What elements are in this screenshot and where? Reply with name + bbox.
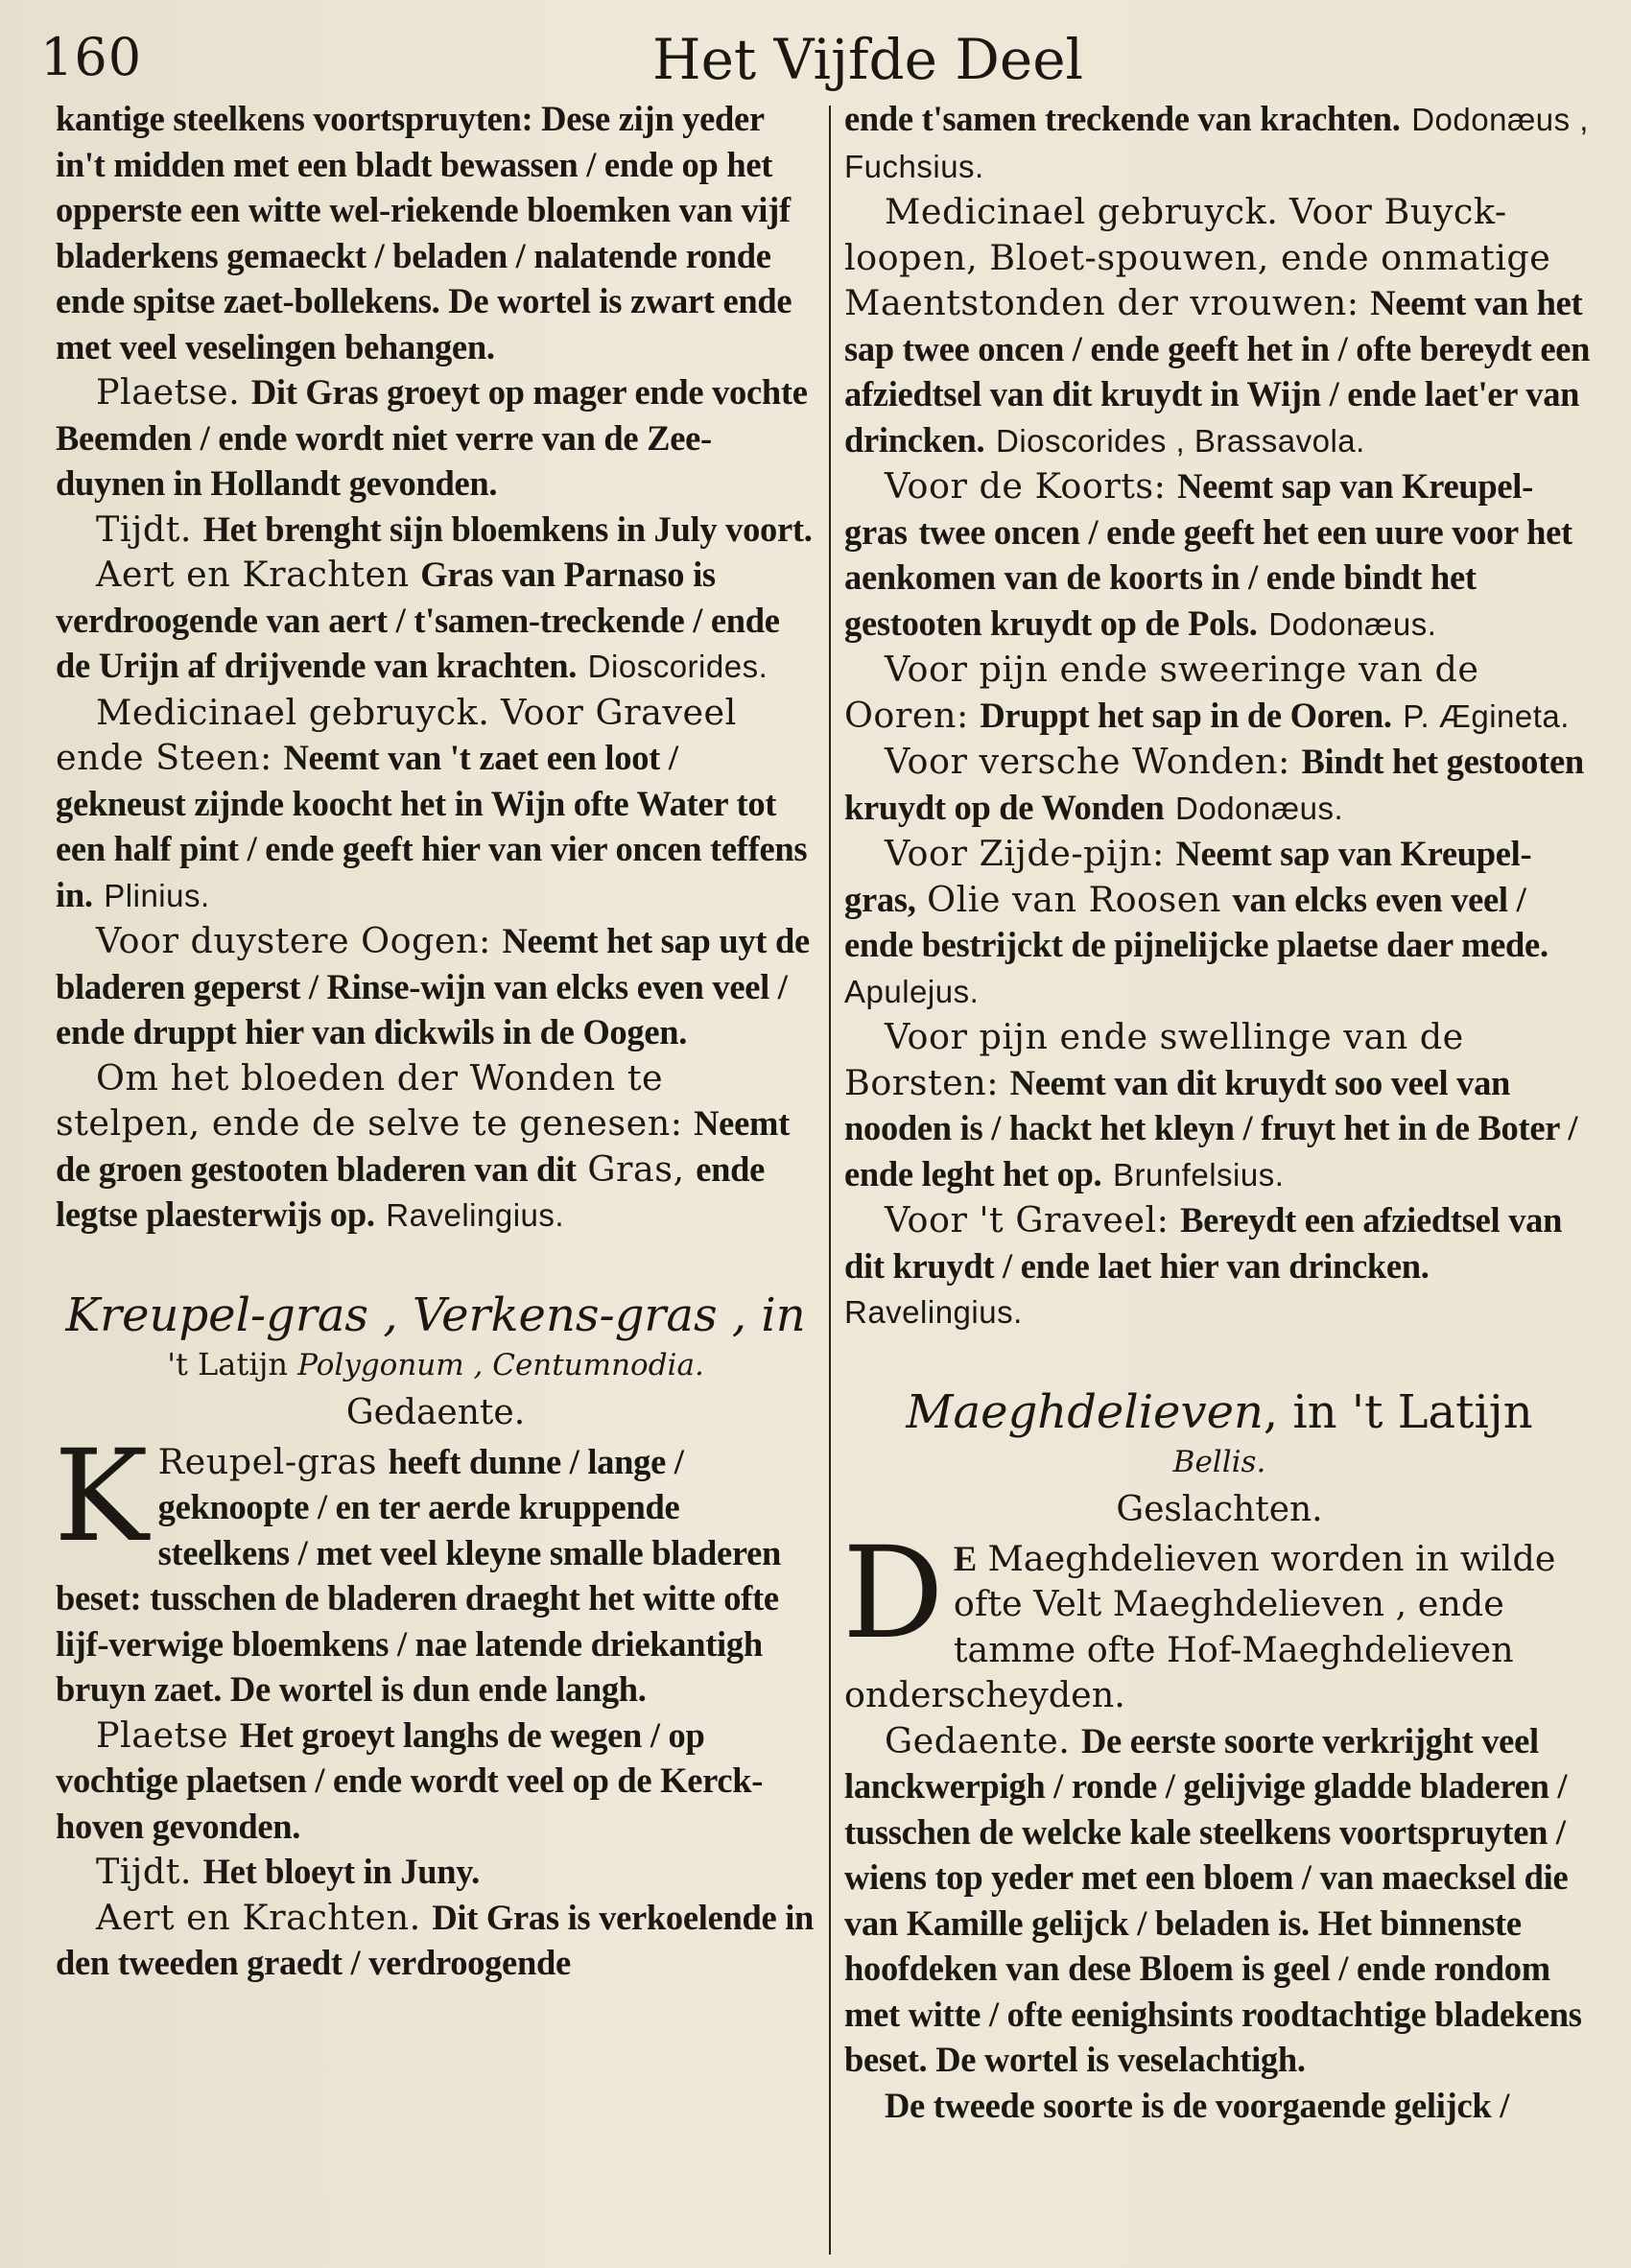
spacer — [56, 1239, 816, 1287]
label-plaetse: Plaetse. — [96, 371, 241, 413]
ref-wonden: Ravelingius. — [386, 1197, 565, 1233]
drop-cap: D — [842, 1519, 944, 1667]
text-koorts: Neemt sap van Kreupel-gras — [844, 466, 1533, 552]
paragraph-maegh-intro — [842, 1519, 1595, 1718]
heading-maegh-suffix: , in 't Latijn — [1263, 1384, 1533, 1439]
text2-zijde: van elcks even veel / ende bestrijckt de pijnelijcke plaetse daer mede. — [844, 879, 1548, 964]
subheading-prefix: 't Latijn — [167, 1345, 288, 1382]
paragraph-koorts — [844, 463, 1595, 647]
lead-versche: Voor versche Wonden: — [885, 741, 1290, 782]
label-k-aert: Aert en Krachten. — [96, 1896, 421, 1938]
text-maegh-gedaente: De eerste soorte verkrijght veel lanckwerpigh / ronde / gelijvige gladde bladeren / tusschen de welcke kale steelkens voortspruyten / wiens top yeder met een bloem / van maecksel die van Kamille gelijck / beladen is. Het binnenste hoofdeken van dese Bloem is geel / ende rondom met witte / ofte eenighsints roodtachtige bladekens beset. De wortel is veselachtigh. — [844, 1720, 1582, 2079]
text-r-medicinael: Neemt van het sap twee oncen / ende geeft het in / ofte bereydt een afziedtsel van dit kruydt in Wijn / ende laet'er van drincken. — [844, 283, 1591, 460]
lead-kreupel: Reupel-gras — [157, 1440, 377, 1482]
spacer — [844, 1335, 1595, 1383]
label-k-tijdt: Tijdt. — [96, 1851, 192, 1892]
ref-graveel: Ravelingius. — [844, 1294, 1023, 1330]
paragraph-medicinael — [56, 690, 816, 919]
page-number: 160 — [40, 27, 143, 87]
page-header — [0, 17, 1631, 104]
paragraph-maegh-gedaente — [844, 1718, 1595, 2083]
paragraph-plaetse — [56, 369, 816, 507]
lead-graveel: Voor 't Graveel: — [885, 1199, 1170, 1240]
text-borsten: Neemt van dit kruydt soo veel van nooden is / hackt het kleyn / fruyt het in de Boter / ende leght het op. — [844, 1062, 1578, 1193]
ref-medicinael: Plinius. — [104, 877, 210, 913]
lead-ooren: Voor pijn ende sweeringe van de Ooren: — [844, 649, 1479, 736]
text-k-tijdt: Het bloeyt in Juny. — [202, 1852, 480, 1891]
lead-maegh: E — [953, 1538, 977, 1578]
paragraph-ooren — [844, 647, 1595, 739]
text-aert: Gras van Parnaso is verdroogende van aert / t'samen-treckende / ende de Urijn af drijvende van krachten. — [56, 555, 780, 685]
subheading-bellis — [844, 1441, 1595, 1482]
label-medicinael: Medicinael gebruyck. — [96, 691, 490, 733]
right-column — [844, 96, 1595, 2128]
text-kreupel-desc: heeft dunne / lange / geknoopte / en ter aerde kruppende steelkens / met veel kleyne smalle bladeren beset: tusschen de bladeren draeght het witte ofte lijf-verwige bloemkens / nae latende driekantigh bruyn zaet. De wortel is dun ende langh. — [56, 1441, 782, 1709]
heading-maegh-name: Maeghdelieven — [906, 1384, 1264, 1439]
heading-kreupel-gras: Kreupel-gras , Verkens-gras , in — [65, 1288, 806, 1342]
label-maegh-gedaente: Gedaente. — [885, 1719, 1071, 1761]
ref-aert: Dioscorides. — [587, 649, 768, 684]
ref-koorts: Dodonæus. — [1268, 605, 1437, 642]
latin-bellis: Bellis. — [1172, 1444, 1266, 1479]
lead-oogen: Voor duystere Oogen: — [96, 920, 491, 961]
left-column — [56, 96, 816, 1986]
subheading-kreupel-latin — [56, 1344, 816, 1385]
paragraph-intro: kantige steelkens voortspruyten: Dese zijn yeder in't midden met een bladt bewassen / ende op het opperste een witte wel-riekende bloemken van vijf bladerkens gemaeckt / beladen / nalatende ronde ende spitse zaet-bollekens. De wortel is zwart ende met veel veselingen behangen. — [56, 99, 792, 366]
drop-cap: K — [54, 1422, 149, 1571]
label-r-medicinael: Medicinael gebruyck. — [885, 191, 1279, 232]
lead-borsten: Voor pijn ende swellinge van de Borsten: — [844, 1016, 1464, 1103]
lead-wonden: Om het bloeden der Wonden te stelpen, ende de selve te genesen: — [56, 1056, 683, 1144]
text-graveel: Bereydt een afziedtsel van dit kruydt / ende laet hier van drincken. — [844, 1200, 1563, 1286]
ref-continued: Dodonæus , Fuchsius. — [844, 102, 1589, 184]
text-tijdt: Het brenght sijn bloemkens in July voort. — [202, 508, 813, 549]
text-versche: Bindt het gestooten kruydt op de Wonden — [844, 742, 1584, 827]
mid-zijde: Olie van Roosen — [927, 878, 1221, 920]
text-plaetse: Dit Gras groeyt op mager ende vochte Beemden / ende wordt niet verre van de Zee-duynen in Hollandt gevonden. — [56, 372, 808, 503]
paragraph-versche-wonden — [844, 739, 1595, 831]
mid-wonden: Gras, — [587, 1147, 685, 1190]
paragraph-kreupel-desc — [54, 1422, 816, 1713]
paragraph-zijde-pijn — [844, 831, 1595, 1014]
ref-versche: Dodonæus. — [1175, 790, 1344, 826]
text-wonden: Neemt de groen gestooten bladeren van dit — [56, 1103, 790, 1189]
lead-koorts: Voor de Koorts: — [885, 465, 1167, 507]
paragraph-continued — [844, 96, 1595, 189]
section-gedaente: Gedaente. — [345, 1392, 526, 1432]
ref-r-medicinael: Dioscorides , Brassavola. — [995, 422, 1365, 459]
lead-zijde: Voor Zijde-pijn: — [885, 833, 1165, 874]
paragraph-wonden — [56, 1055, 816, 1239]
paragraph-borsten — [844, 1014, 1595, 1197]
paragraph-graveel — [844, 1197, 1595, 1335]
mid-koorts: twee oncen / ende geeft het een uure voor het aenkomen van de koorts in / ende bindt het gestooten kruydt op de Pols. — [844, 511, 1572, 643]
text-maegh-intro: Maeghdelieven worden in wilde ofte Velt Maeghdelieven , ende tamme ofte Hof-Maeghdelieven onderscheyden. — [844, 1537, 1556, 1715]
paragraph-k-tijdt — [56, 1849, 816, 1895]
text-k-aert: Dit Gras is verkoelende in den tweeden graedt / verdroogende — [56, 1897, 815, 1982]
text-medicinael: Neemt van 't zaet een loot / gekneust zijnde koocht het in Wijn ofte Water tot een half pint / ende geeft hier van vier oncen teffens in. — [56, 738, 808, 914]
paragraph-tweede-soorte — [844, 2083, 1595, 2129]
column-divider — [829, 106, 831, 2255]
paragraph-r-medicinael — [844, 189, 1595, 463]
paragraph-aert — [56, 552, 816, 690]
heading-maeghdelieven — [844, 1383, 1595, 1441]
text-ooren: Druppt het sap in de Ooren. — [980, 695, 1392, 735]
text2-wonden: ende legtse plaesterwijs op. — [56, 1148, 765, 1234]
ref-ooren: P. Ægineta. — [1403, 697, 1570, 734]
section-geslachten: Geslachten. — [1116, 1489, 1323, 1529]
lead-graveel-steen: Voor Graveel ende Steen: — [56, 691, 737, 778]
label-aert: Aert en Krachten — [96, 554, 410, 595]
ref-zijde: Apulejus. — [844, 973, 980, 1009]
label-k-plaetse: Plaetse — [96, 1713, 229, 1756]
lead-r-medicinael: Voor Buyck-loopen, Bloet-spouwen, ende onmatige Maentstonden der vrouwen: — [844, 191, 1551, 323]
text-zijde: Neemt sap van Kreupel-gras, — [844, 834, 1532, 919]
text-tweede: De tweede soorte is de voorgaende gelijck / — [885, 2085, 1510, 2125]
label-tijdt: Tijdt. — [96, 508, 192, 550]
latin-name: Polygonum , Centumnodia. — [297, 1347, 704, 1382]
ref-borsten: Brunfelsius. — [1112, 1156, 1285, 1193]
text-oogen: Neemt het sap uyt de bladeren geperst / Rinse-wijn van elcks even veel / ende druppt hier van dickwils in de Oogen. — [56, 921, 810, 1051]
paragraph-k-aert — [56, 1895, 816, 1986]
running-title: Het Vijfde Deel — [652, 27, 1084, 92]
paragraph-tijdt — [56, 507, 816, 553]
paragraph-k-plaetse — [56, 1713, 816, 1850]
text-continued: ende t'samen treckende van krachten. — [844, 99, 1401, 138]
text-k-plaetse: Het groeyt langhs de wegen / op vochtige plaetsen / ende wordt veel op de Kerck-hoven gevonden. — [56, 1714, 764, 1846]
paragraph-oogen — [56, 918, 816, 1055]
